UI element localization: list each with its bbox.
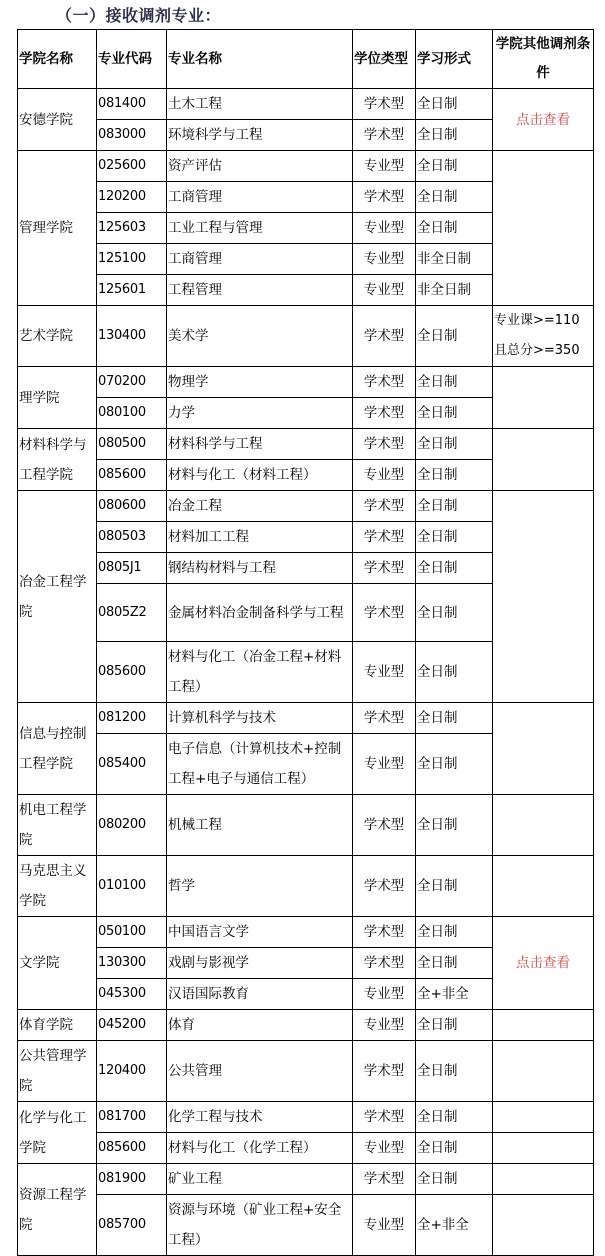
major-code: 025600 bbox=[97, 151, 167, 182]
header-conditions: 学院其他调剂条件 bbox=[493, 30, 594, 89]
college-conditions bbox=[493, 151, 594, 306]
degree-type: 专业型 bbox=[353, 244, 416, 275]
major-name: 力学 bbox=[167, 398, 353, 429]
major-code: 085700 bbox=[97, 1195, 167, 1256]
table-header-row bbox=[18, 30, 594, 89]
major-name: 电子信息（计算机技术+控制工程+电子与通信工程） bbox=[167, 734, 353, 795]
major-name: 金属材料冶金制备科学与工程 bbox=[167, 584, 353, 642]
college-name: 化学与化工学院 bbox=[18, 1102, 97, 1164]
college-conditions bbox=[493, 1041, 594, 1102]
major-code: 081400 bbox=[97, 89, 167, 120]
college-name: 机电工程学院 bbox=[18, 795, 97, 856]
major-code: 120200 bbox=[97, 182, 167, 213]
study-form: 全日制 bbox=[416, 703, 493, 734]
college-name: 安德学院 bbox=[18, 89, 97, 151]
degree-type: 专业型 bbox=[353, 642, 416, 703]
college-conditions bbox=[493, 1133, 594, 1164]
study-form: 全日制 bbox=[416, 306, 493, 367]
college-conditions bbox=[493, 367, 594, 429]
major-name: 工业工程与管理 bbox=[167, 213, 353, 244]
degree-type: 学术型 bbox=[353, 795, 416, 856]
college-conditions bbox=[493, 1010, 594, 1041]
study-form: 全日制 bbox=[416, 795, 493, 856]
major-code: 010100 bbox=[97, 856, 167, 917]
study-form: 全+非全 bbox=[416, 979, 493, 1010]
degree-type: 学术型 bbox=[353, 429, 416, 460]
major-name: 工商管理 bbox=[167, 244, 353, 275]
major-code: 085600 bbox=[97, 460, 167, 491]
major-code: 050100 bbox=[97, 917, 167, 948]
degree-type: 专业型 bbox=[353, 734, 416, 795]
college-conditions bbox=[493, 1164, 594, 1195]
college-name: 材料科学与工程学院 bbox=[18, 429, 97, 491]
study-form: 全日制 bbox=[416, 491, 493, 522]
major-name: 钢结构材料与工程 bbox=[167, 553, 353, 584]
study-form: 全日制 bbox=[416, 1164, 493, 1195]
degree-type: 专业型 bbox=[353, 460, 416, 491]
study-form: 全日制 bbox=[416, 553, 493, 584]
major-code: 045200 bbox=[97, 1010, 167, 1041]
header-major: 专业名称 bbox=[167, 30, 353, 89]
college-name: 公共管理学院 bbox=[18, 1041, 97, 1102]
major-name: 计算机科学与技术 bbox=[167, 703, 353, 734]
adjustment-majors-table bbox=[17, 29, 594, 1256]
major-name: 美术学 bbox=[167, 306, 353, 367]
college-conditions: 专业课>=110且总分>=350 bbox=[493, 306, 594, 367]
table-row bbox=[18, 491, 594, 522]
degree-type: 学术型 bbox=[353, 491, 416, 522]
table-row bbox=[18, 856, 594, 917]
study-form: 全日制 bbox=[416, 1041, 493, 1102]
degree-type: 专业型 bbox=[353, 1010, 416, 1041]
table-row bbox=[18, 367, 594, 398]
major-name: 哲学 bbox=[167, 856, 353, 917]
major-name: 资源与环境（矿业工程+安全工程） bbox=[167, 1195, 353, 1256]
college-name: 管理学院 bbox=[18, 151, 97, 306]
study-form: 全日制 bbox=[416, 948, 493, 979]
study-form: 全日制 bbox=[416, 522, 493, 553]
degree-type: 学术型 bbox=[353, 1102, 416, 1133]
degree-type: 学术型 bbox=[353, 584, 416, 642]
major-name: 材料科学与工程 bbox=[167, 429, 353, 460]
college-name: 体育学院 bbox=[18, 1010, 97, 1041]
study-form: 全日制 bbox=[416, 584, 493, 642]
college-name: 信息与控制工程学院 bbox=[18, 703, 97, 795]
college-conditions bbox=[493, 1195, 594, 1256]
study-form: 全日制 bbox=[416, 734, 493, 795]
study-form: 全日制 bbox=[416, 89, 493, 120]
degree-type: 学术型 bbox=[353, 522, 416, 553]
major-code: 083000 bbox=[97, 120, 167, 151]
degree-type: 学术型 bbox=[353, 367, 416, 398]
view-conditions-link[interactable]: 点击查看 bbox=[493, 917, 594, 1010]
degree-type: 学术型 bbox=[353, 703, 416, 734]
major-name: 机械工程 bbox=[167, 795, 353, 856]
study-form: 全日制 bbox=[416, 917, 493, 948]
degree-type: 学术型 bbox=[353, 856, 416, 917]
degree-type: 学术型 bbox=[353, 553, 416, 584]
header-code: 专业代码 bbox=[97, 30, 167, 89]
major-code: 085600 bbox=[97, 1133, 167, 1164]
college-conditions bbox=[493, 1102, 594, 1133]
table-row bbox=[18, 1010, 594, 1041]
table-row bbox=[18, 703, 594, 734]
study-form: 全日制 bbox=[416, 460, 493, 491]
major-code: 120400 bbox=[97, 1041, 167, 1102]
major-code: 081900 bbox=[97, 1164, 167, 1195]
study-form: 非全日制 bbox=[416, 244, 493, 275]
degree-type: 专业型 bbox=[353, 151, 416, 182]
study-form: 全+非全 bbox=[416, 1195, 493, 1256]
major-code: 085600 bbox=[97, 642, 167, 703]
major-name: 物理学 bbox=[167, 367, 353, 398]
table-row bbox=[18, 306, 594, 367]
major-code: 080200 bbox=[97, 795, 167, 856]
major-name: 工商管理 bbox=[167, 182, 353, 213]
degree-type: 专业型 bbox=[353, 275, 416, 306]
degree-type: 学术型 bbox=[353, 182, 416, 213]
college-conditions bbox=[493, 795, 594, 856]
major-code: 080600 bbox=[97, 491, 167, 522]
table-row bbox=[18, 1041, 594, 1102]
table-row bbox=[18, 1164, 594, 1195]
major-code: 080500 bbox=[97, 429, 167, 460]
major-code: 0805J1 bbox=[97, 553, 167, 584]
major-code: 085400 bbox=[97, 734, 167, 795]
major-name: 工程管理 bbox=[167, 275, 353, 306]
major-name: 体育 bbox=[167, 1010, 353, 1041]
major-code: 080503 bbox=[97, 522, 167, 553]
major-name: 资产评估 bbox=[167, 151, 353, 182]
table-row bbox=[18, 917, 594, 948]
table-row bbox=[18, 151, 594, 182]
degree-type: 专业型 bbox=[353, 1195, 416, 1256]
college-name: 马克思主义学院 bbox=[18, 856, 97, 917]
study-form: 全日制 bbox=[416, 367, 493, 398]
study-form: 全日制 bbox=[416, 213, 493, 244]
section-title: （一）接收调剂专业： bbox=[56, 6, 222, 25]
study-form: 全日制 bbox=[416, 642, 493, 703]
major-name: 冶金工程 bbox=[167, 491, 353, 522]
table-row bbox=[18, 795, 594, 856]
major-name: 汉语国际教育 bbox=[167, 979, 353, 1010]
college-name: 艺术学院 bbox=[18, 306, 97, 367]
major-name: 中国语言文学 bbox=[167, 917, 353, 948]
study-form: 全日制 bbox=[416, 120, 493, 151]
major-code: 045300 bbox=[97, 979, 167, 1010]
degree-type: 学术型 bbox=[353, 948, 416, 979]
degree-type: 学术型 bbox=[353, 120, 416, 151]
study-form: 全日制 bbox=[416, 429, 493, 460]
major-code: 130400 bbox=[97, 306, 167, 367]
major-name: 戏剧与影视学 bbox=[167, 948, 353, 979]
major-code: 070200 bbox=[97, 367, 167, 398]
major-name: 化学工程与技术 bbox=[167, 1102, 353, 1133]
study-form: 非全日制 bbox=[416, 275, 493, 306]
degree-type: 专业型 bbox=[353, 213, 416, 244]
college-name: 资源工程学院 bbox=[18, 1164, 97, 1256]
major-name: 环境科学与工程 bbox=[167, 120, 353, 151]
major-name: 公共管理 bbox=[167, 1041, 353, 1102]
degree-type: 学术型 bbox=[353, 89, 416, 120]
degree-type: 学术型 bbox=[353, 917, 416, 948]
degree-type: 学术型 bbox=[353, 1164, 416, 1195]
table-row bbox=[18, 429, 594, 460]
header-degree: 学位类型 bbox=[353, 30, 416, 89]
degree-type: 学术型 bbox=[353, 398, 416, 429]
college-conditions bbox=[493, 703, 594, 795]
college-conditions bbox=[493, 491, 594, 703]
college-conditions bbox=[493, 856, 594, 917]
study-form: 全日制 bbox=[416, 1102, 493, 1133]
table-row bbox=[18, 1195, 594, 1256]
college-name: 理学院 bbox=[18, 367, 97, 429]
table-row bbox=[18, 89, 594, 120]
college-name: 文学院 bbox=[18, 917, 97, 1010]
study-form: 全日制 bbox=[416, 1010, 493, 1041]
degree-type: 学术型 bbox=[353, 1041, 416, 1102]
major-name: 材料加工工程 bbox=[167, 522, 353, 553]
table-row bbox=[18, 1102, 594, 1133]
major-code: 081200 bbox=[97, 703, 167, 734]
major-code: 080100 bbox=[97, 398, 167, 429]
major-name: 土木工程 bbox=[167, 89, 353, 120]
degree-type: 专业型 bbox=[353, 979, 416, 1010]
major-name: 材料与化工（冶金工程+材料工程） bbox=[167, 642, 353, 703]
degree-type: 专业型 bbox=[353, 1133, 416, 1164]
header-study: 学习形式 bbox=[416, 30, 493, 89]
view-conditions-link[interactable]: 点击查看 bbox=[493, 89, 594, 151]
major-code: 0805Z2 bbox=[97, 584, 167, 642]
study-form: 全日制 bbox=[416, 151, 493, 182]
major-name: 材料与化工（化学工程） bbox=[167, 1133, 353, 1164]
college-conditions bbox=[493, 429, 594, 491]
study-form: 全日制 bbox=[416, 398, 493, 429]
table-row bbox=[18, 1133, 594, 1164]
major-name: 矿业工程 bbox=[167, 1164, 353, 1195]
major-code: 081700 bbox=[97, 1102, 167, 1133]
study-form: 全日制 bbox=[416, 856, 493, 917]
study-form: 全日制 bbox=[416, 1133, 493, 1164]
header-college: 学院名称 bbox=[18, 30, 97, 89]
study-form: 全日制 bbox=[416, 182, 493, 213]
degree-type: 学术型 bbox=[353, 306, 416, 367]
major-code: 125601 bbox=[97, 275, 167, 306]
major-code: 125603 bbox=[97, 213, 167, 244]
major-code: 125100 bbox=[97, 244, 167, 275]
college-name: 冶金工程学院 bbox=[18, 491, 97, 703]
major-code: 130300 bbox=[97, 948, 167, 979]
major-name: 材料与化工（材料工程） bbox=[167, 460, 353, 491]
